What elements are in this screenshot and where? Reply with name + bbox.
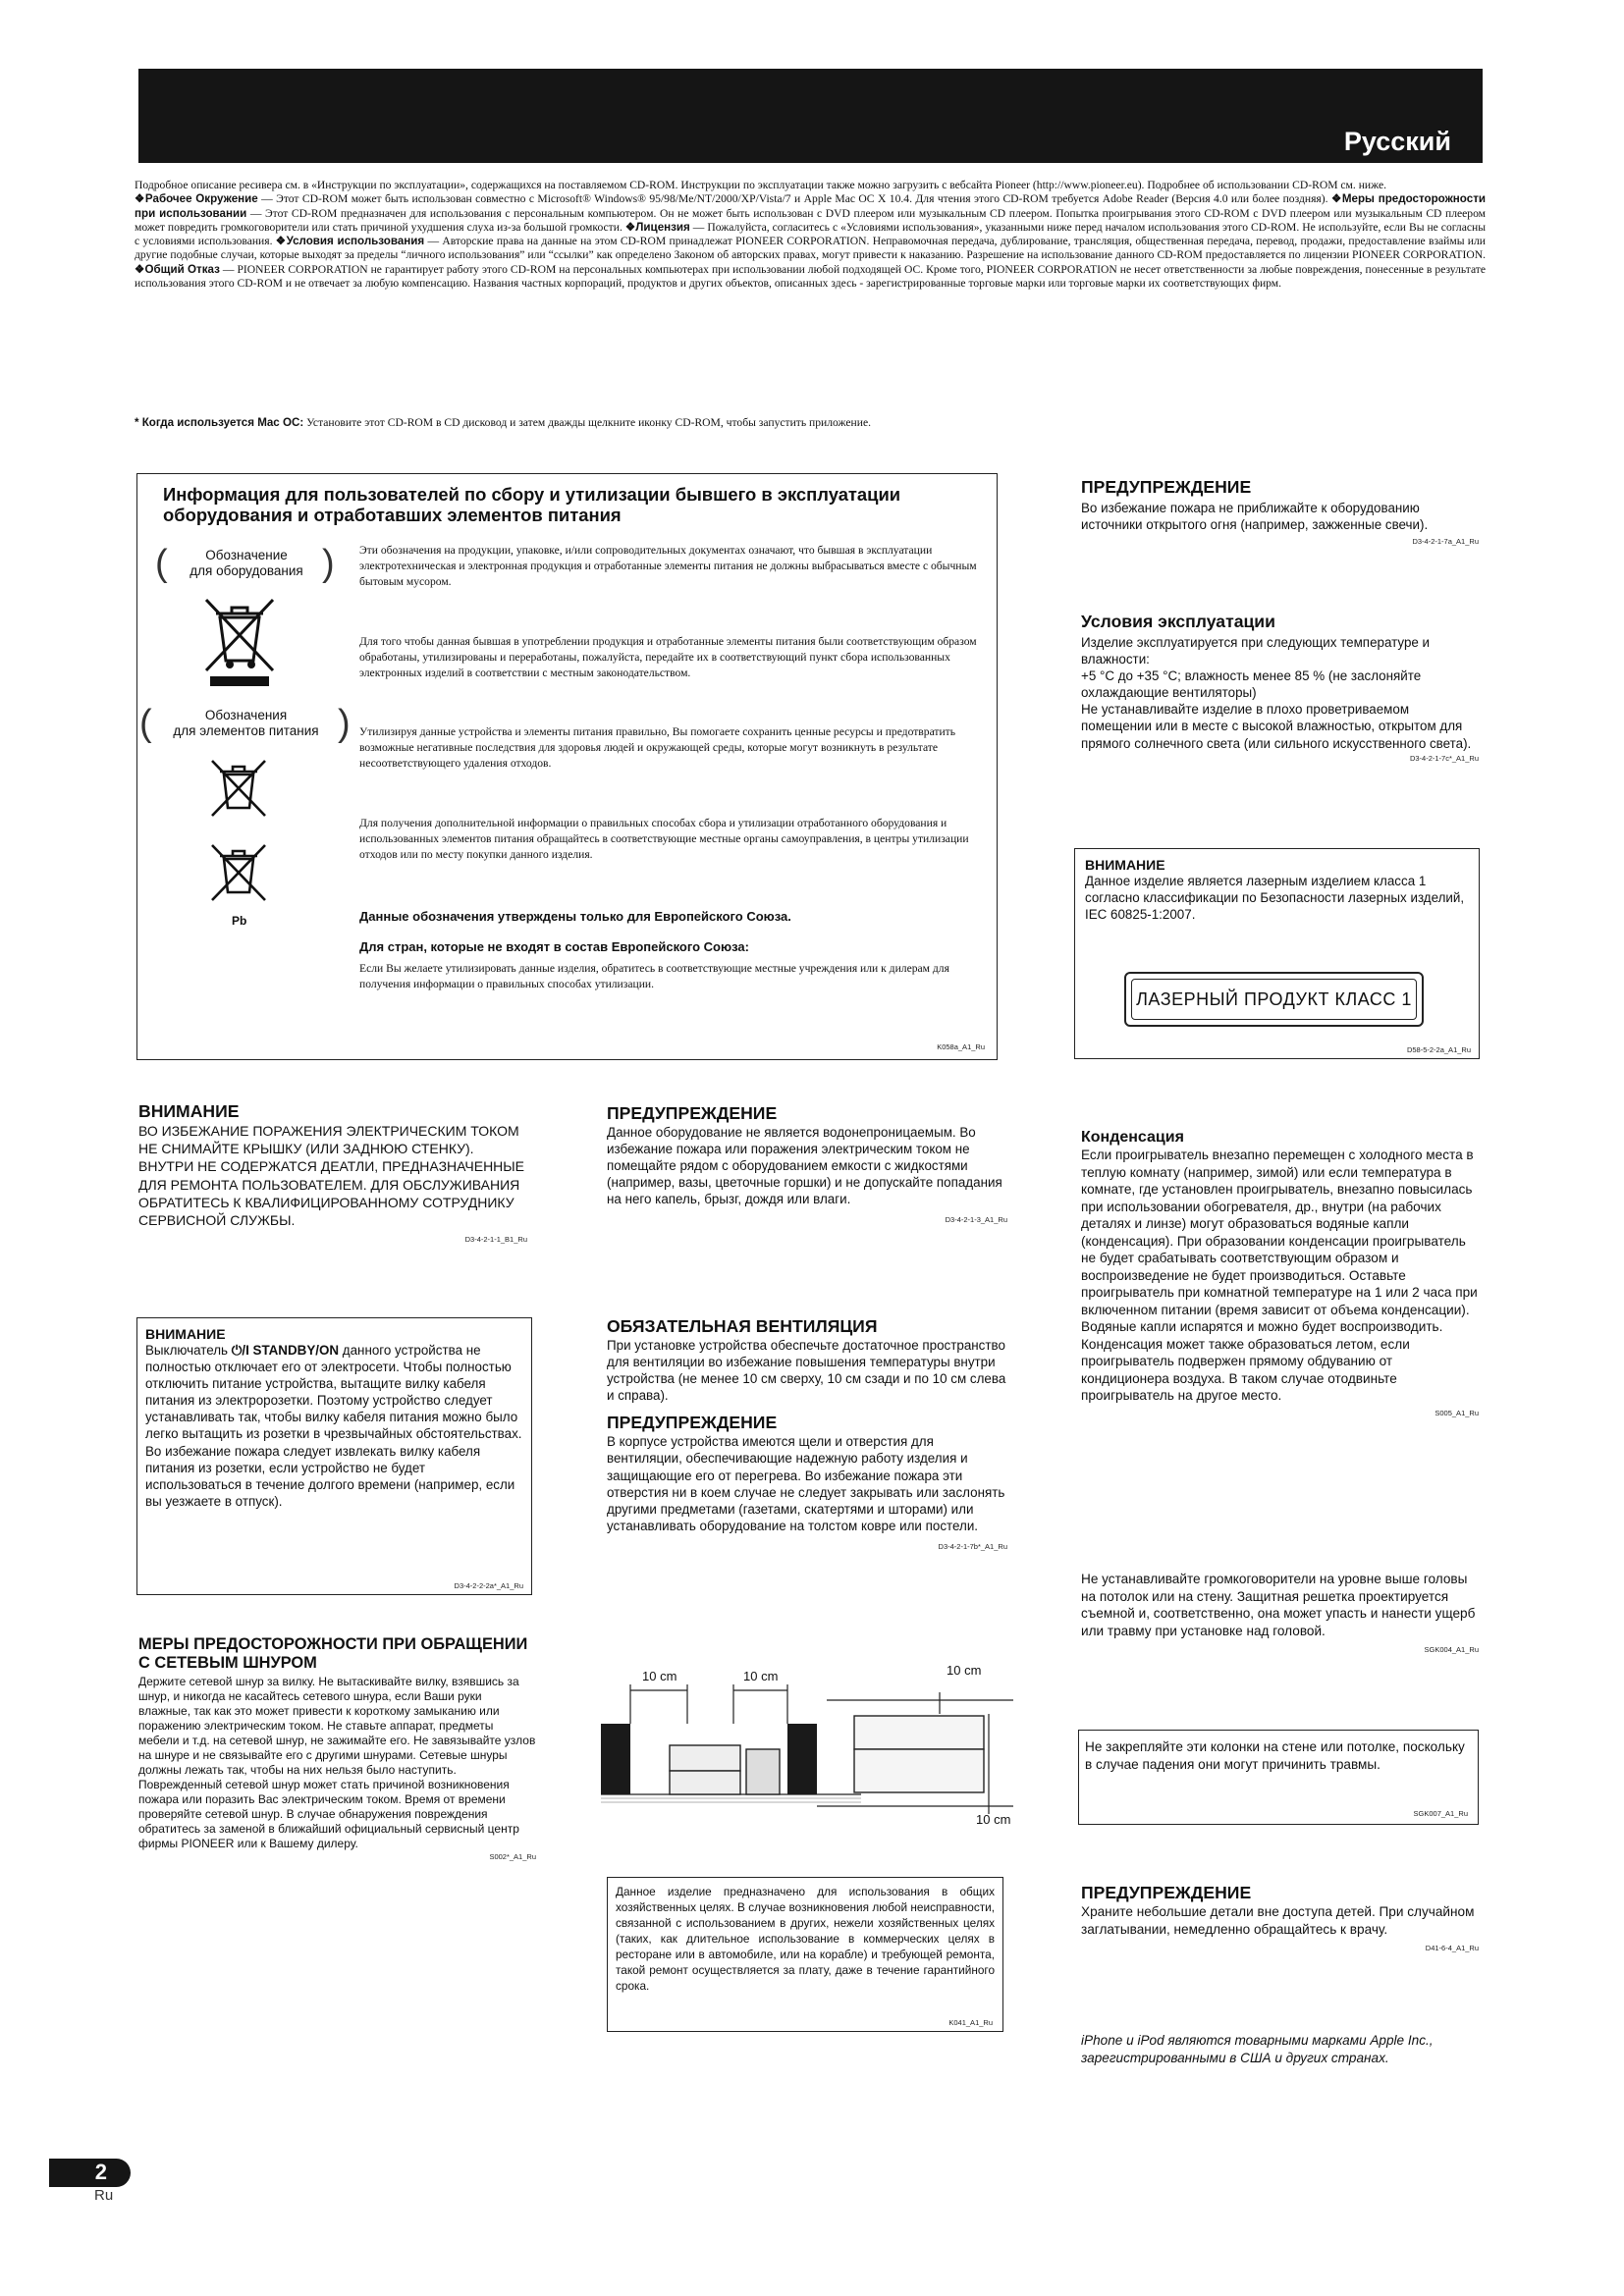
crossed-bin-battery-icon (208, 757, 269, 820)
condensation-title: Конденсация (1081, 1129, 1184, 1146)
page-number: 2 (94, 2160, 107, 2184)
mac-note (135, 416, 1486, 430)
laser-warning-box (1074, 848, 1480, 1059)
disposal-paragraph-3: Утилизируя данные устройства и элементы питания правильно, Вы помогаете сохранить ценные ресурсы и предотвратить возможные негативные последствия для здоровья людей и окружающей среды, которые могут возникнуть в результате несоответствующего удаления отходов. (359, 725, 956, 770)
standby-text (145, 1342, 524, 1510)
water-text: Данное оборудование не является водонепроницаемым. Во избежание пожара или поражения электрическим током не помещайте рядом с оборудованием емкости с жидкостями (например, вазы, цветочные горшки) и не допускайте попадания на него капель, брызг, дождя или влаги. (607, 1125, 1002, 1207)
fire-warning-text: Во избежание пожара не приближайте к оборудованию источники открытого огня (например, зажженные свечи). (1081, 501, 1429, 533)
disposal-non-eu-text: Если Вы желаете утилизировать данные изделия, обратитесь в соответствующие местные учреждения или к дилерам для получения информации о правильных способах утилизации. (359, 962, 949, 990)
small-parts-warning (1081, 1883, 1479, 1952)
cord-title: МЕРЫ ПРЕДОСТОРОЖНОСТИ ПРИ ОБРАЩЕНИИ С СЕТЕВЫМ ШНУРОМ (138, 1635, 528, 1672)
paren-left-icon: ( (139, 703, 152, 744)
conditions-title: Условия эксплуатации (1081, 612, 1275, 631)
shock-warning (138, 1101, 527, 1244)
paren-right-icon: ) (322, 543, 335, 584)
water-title: ПРЕДУПРЕЖДЕНИЕ (607, 1103, 778, 1123)
shock-code: D3-4-2-1-1_B1_Ru (464, 1235, 527, 1245)
standby-code: D3-4-2-2-2a*_A1_Ru (454, 1581, 523, 1590)
precautions-text: — Этот CD-ROM предназначен для использования с персональным компьютером. Он не может быть использован с DVD плеером или музыкальным CD плеером. Попытка проигрывания этого CD-ROM с DVD плеером или музыкальным CD плеером может повредить громкоговорители или стать причиной ухудшения слуха из-за большой громкости. (135, 206, 1487, 234)
ventilation-section (607, 1316, 1007, 1551)
speakers-mount-code: SGK007_A1_Ru (1413, 1809, 1468, 1818)
disposal-title: Информация для пользователей по сбору и утилизации бывшего в эксплуатации оборудования и отработавших элементов питания (163, 484, 901, 525)
paren-left-icon: ( (155, 543, 168, 584)
disposal-paragraph-1: Эти обозначения на продукции, упаковке, и/или сопроводительных документах означают, что бывшая в эксплуатации электротехническая и электронная продукция и отработанные элементы питания не должны выбрасываться вместе с обычным бытовым мусором. (359, 544, 977, 588)
mac-label: * Когда используется Mac OC: (135, 416, 304, 429)
disposal-paragraph-4: Для получения дополнительной информации о правильных способах сбора и утилизации отработанного оборудования и использованных элементов питания обращайтесь в соответствующие местные органы самоуправления, в центры утилизации отходов или по месту покупки данного изделия. (359, 817, 969, 861)
disposal-non-eu-title: Для стран, которые не входят в состав Европейского Союза: (359, 939, 749, 954)
ventilation-warning-title: ПРЕДУПРЕЖДЕНИЕ (607, 1413, 778, 1433)
fire-warning (1081, 477, 1479, 546)
laser-product-label (1124, 972, 1424, 1027)
small-parts-text: Храните небольшие детали вне доступа детей. При случайном заглатывании, немедленно обращайтесь к врачу. (1081, 1904, 1475, 1937)
terms-text: — Авторские права на данные на этом CD-ROM принадлежат PIONEER CORPORATION. Неправомочная передача, дублирование, трансляция, общественная передача, перевод, продажи, предоставление взаймы или другие подобные случаи, которые выходят за пределы “личного использования” или “ссылки” как определено Законом об авторских правах, могут привести к наказанию. Разрешение на использование данного CD-ROM предоставляется по лицензии PIONEER CORPORATION. (135, 235, 1487, 262)
intro-text: Подробное описание ресивера см. в «Инструкции по эксплуатации», содержащихся на поставляемом CD-ROM. Инструкции по эксплуатации также можно загрузить с вебсайта Pioneer (http://www.pioneer.eu). Подробнее об использовании CD-ROM см. ниже. (135, 179, 1386, 191)
speakers-wall-warning (1081, 1571, 1479, 1654)
water-warning (607, 1103, 1007, 1224)
standby-warning-box (136, 1317, 532, 1595)
trademark-note: iPhone и iPod являются товарными марками Apple Inc., зарегистрированными в США и других странах. (1081, 2033, 1434, 2065)
fire-warning-code: D3-4-2-1-7a_A1_Ru (1412, 537, 1479, 547)
fire-warning-title: ПРЕДУПРЕЖДЕНИЕ (1081, 477, 1252, 497)
household-use-box (607, 1877, 1003, 2032)
laser-product-label-text: ЛАЗЕРНЫЙ ПРОДУКТ КЛАСС 1 (1131, 979, 1417, 1020)
disposal-code: K058a_A1_Ru (937, 1042, 985, 1051)
batteries-label-line1: Обозначения (204, 708, 288, 722)
conditions-code: D3-4-2-1-7c*_A1_Ru (1409, 753, 1479, 763)
env-label: ❖Рабочее Окружение (135, 192, 258, 206)
condensation-code: S005_A1_Ru (1435, 1408, 1479, 1417)
ventilation-title: ОБЯЗАТЕЛЬНАЯ ВЕНТИЛЯЦИЯ (607, 1316, 878, 1336)
disposal-paragraph-2: Для того чтобы данная бывшая в употреблении продукция и отработанные элементы питания были соответствующим образом обработаны, утилизированы и переработаны, пожалуйста, передайте их в соответствующий пункт сбора использованных электронных изделий в соответствии с местным законодательством. (359, 635, 977, 679)
disposal-info-box (136, 473, 998, 1060)
pb-label: Pb (232, 914, 247, 928)
env-text: — Этот CD-ROM может быть использован совместно с Microsoft® Windows® 95/98/Me/NT/2000/XP/Vista/7 и Apple Mac OC X 10.4. Для чтения этого CD-ROM требуется Adobe Reader (Версия 4.0 или более поздняя). (257, 192, 1331, 206)
disclaimer-text: — PIONEER CORPORATION не гарантирует работу этого CD-ROM на персональных компьютерах при использовании любой подходящей ОС. Кроме того, PIONEER CORPORATION не несет ответственности за любые повреждения, понесенные в результате использования этого CD-ROM и не отвечает за любую компенсацию. Названия частных корпораций, продуктов и других объектов, описанных здесь - зарегистрированные торговые марки или торговые марки их соответствующих фирм. (135, 262, 1486, 291)
ventilation-drawing-icon (601, 1669, 1019, 1826)
page-language-code: Ru (94, 2187, 114, 2204)
household-code: K041_A1_Ru (948, 2018, 993, 2027)
terms-label: ❖Условия использования (275, 235, 425, 248)
disposal-eu-note: Данные обозначения утверждены только для Европейского Союза. (359, 909, 791, 924)
license-text: — Пожалуйста, согласитесь с «Условиями использования», указанными ниже перед началом использования этого CD-ROM. Не используйте, если Вы не согласны с условиями использования. (135, 220, 1486, 248)
speakers-mount-text: Не закрепляйте эти колонки на стене или потолке, поскольку в случае падения они могут причинить травмы. (1085, 1739, 1465, 1772)
ventilation-text: При установке устройства обеспечьте достаточное пространство для вентиляции во избежание повышения температуры внутри устройства (не менее 10 см сверху, 10 см сзади и по 10 см слева и справа). (607, 1338, 1006, 1404)
shock-title: ВНИМАНИЕ (138, 1101, 240, 1121)
condensation-section (1081, 1129, 1479, 1417)
intro-paragraph (135, 179, 1486, 291)
speakers-mount-box (1078, 1730, 1479, 1825)
small-parts-title: ПРЕДУПРЕЖДЕНИЕ (1081, 1883, 1252, 1902)
ventilation-diagram (601, 1663, 1019, 1827)
cord-code: S002*_A1_Ru (489, 1852, 536, 1861)
dim-label-top: 10 cm (947, 1663, 982, 1678)
dim-label-center: 10 cm (743, 1669, 779, 1683)
dim-label-back: 10 cm (976, 1812, 1011, 1827)
standby-text-body: данного устройства не полностью отключает его от электросети. Чтобы полностью отключить питание устройства, вытащите вилку кабеля питания из электророзетки. Поэтому устройство следует устанавливать так, чтобы вилку кабеля питания можно было легко вытащить из розетки в чрезвычайных обстоятельствах. Во избежание пожара следует извлекать вилку кабеля питания из розетки, если устройство не будет использоваться в течение долгого времени (например, если вы уезжаете в отпуск). (145, 1343, 522, 1509)
speakers-wall-text: Не устанавливайте громкоговорители на уровне выше головы на потолок или на стену. Защитная решетка проектируется съемной и, соответственно, она может упасть и нанести ущерб или травму при установке над головой. (1081, 1572, 1476, 1638)
laser-title: ВНИМАНИЕ (1085, 857, 1165, 873)
standby-title: ВНИМАНИЕ (145, 1326, 226, 1342)
operating-conditions (1081, 612, 1479, 763)
paren-right-icon: ) (338, 703, 351, 744)
crossed-bin-pb-icon (208, 841, 269, 904)
language-title: Русский (1343, 127, 1451, 156)
batteries-label-line2: для элементов питания (173, 723, 319, 738)
standby-text-prefix: Выключатель (145, 1343, 232, 1358)
crossed-bin-icon (202, 592, 277, 688)
speakers-wall-code: SGK004_A1_Ru (1424, 1645, 1479, 1654)
household-text: Данное изделие предназначено для использования в общих хозяйственных целях. В случае возникновения любой неисправности, связанной с использованием в других, нежели хозяйственных целях (таких, как длительное использование в коммерческих целях в ресторане или в автомобиле, или на корабле) и требующей ремонта, такой ремонт осуществляется за плату, даже в течение гарантийного срока. (616, 1885, 995, 1993)
laser-text: Данное изделие является лазерным изделием класса 1 согласно классификации по Безопасности лазерных изделий, IEC 60825-1:2007. (1085, 874, 1465, 923)
page-number-tab (49, 2159, 131, 2187)
license-label: ❖Лицензия (624, 220, 690, 234)
water-code: D3-4-2-1-3_A1_Ru (945, 1215, 1007, 1225)
shock-text: ВО ИЗБЕЖАНИЕ ПОРАЖЕНИЯ ЭЛЕКТРИЧЕСКИМ ТОКОМ НЕ СНИМАЙТЕ КРЫШКУ (ИЛИ ЗАДНЮЮ СТЕНКУ). ВНУТРИ НЕ СОДЕРЖАТСЯ ДЕАТЛИ, ПРЕДНАЗНАЧЕННЫЕ ДЛЯ РЕМОНТА ПОЛЬЗОВАТЕЛЕМ. ДЛЯ ОБСЛУЖИВАНИЯ ОБРАТИТЕСЬ К КВАЛИФИЦИРОВАННОМУ СОТРУДНИКУ СЕРВИСНОЙ СЛУЖБЫ. (138, 1123, 525, 1229)
disclaimer-label: ❖Общий Отказ (135, 262, 220, 276)
conditions-text: Изделие эксплуатируется при следующих температуре и влажности: +5 °C до +35 °C; влажность менее 85 % (не заслоняйте охлаждающие вентиляторы) Не устанавливайте изделие в плохо проветриваемом помещении или в месте с высокой влажностью, открытом для прямого солнечного света (или сильного искусственного света). (1081, 635, 1472, 751)
ventilation-code: D3-4-2-1-7b*_A1_Ru (938, 1541, 1007, 1551)
equipment-label-line2: для оборудования (189, 563, 303, 578)
dim-label-left: 10 cm (642, 1669, 677, 1683)
condensation-text: Если проигрыватель внезапно перемещен с холодного места в теплую комнату (например, зимой) или если температура в комнате, где установлен проигрыватель, внезапно повысилась при использовании обогревателя, др., внутри (на рабочих деталях и линзе) могут образоваться водяные капли (конденсация). При образовании конденсации проигрыватель не будет срабатывать соответствующим образом и воспроизведение не будет производиться. Оставьте проигрыватель при комнатной температуре на 1 или 2 часа при включенном питании (время зависит от объема конденсации). Водяные капли испарятся и можно будет воспроизводить. Конденсация может также образоваться летом, если проигрыватель подвержен прямому обдуванию от кондиционера воздуха. В таком случае отодвиньте проигрыватель на другое место. (1081, 1148, 1478, 1403)
standby-switch-label: ⏻/I STANDBY/ON (231, 1343, 340, 1358)
mac-text: Установите этот CD-ROM в CD дисковод и затем дважды щелкните иконку CD-ROM, чтобы запустить приложение. (303, 416, 871, 429)
precautions-label: ❖Меры предосторожности при использовании (135, 192, 1486, 220)
power-cord-precautions (138, 1635, 536, 1861)
cord-text: Держите сетевой шнур за вилку. Не вытаскивайте вилку, взявшись за шнур, и никогда не касайтесь сетевого шнура, если Ваши руки влажные, так как это может привести к короткому замыканию или поражению электрическим током. Не ставьте аппарат, предметы мебели и т.д. на сетевой шнур, не зажимайте его. Не завязывайте узлов на шнуре и не связывайте его с другими шнурами. Сетевые шнуры должны лежать так, чтобы на них нельзя было наступить. Поврежденный сетевой шнур может стать причиной возникновения пожара или поразить Вас электрическим током. Время от времени проверяйте сетевой шнур. В случае обнаружения повреждения обратитесь за заменой в ближайший официальный сервисный центр фирмы PIONEER или к Вашему дилеру. (138, 1675, 536, 1850)
equipment-symbol-label (173, 548, 320, 579)
small-parts-code: D41-6-4_A1_Ru (1425, 1944, 1479, 1952)
header-bar (138, 69, 1483, 163)
ventilation-warning-text: В корпусе устройства имеются щели и отверстия для вентиляции, обеспечивающие надежную работу изделия и защищающие его от перегрева. Во избежание пожара эти отверстия ни в коем случае не следует закрывать или заслонять другими предметами (газетами, скатертями и шторами) или устанавливать оборудование на толстом ковре или постели. (607, 1434, 1005, 1533)
equipment-label-line1: Обозначение (205, 548, 288, 562)
batteries-symbol-label (155, 708, 337, 739)
laser-code: D58-5-2-2a_A1_Ru (1406, 1045, 1471, 1054)
